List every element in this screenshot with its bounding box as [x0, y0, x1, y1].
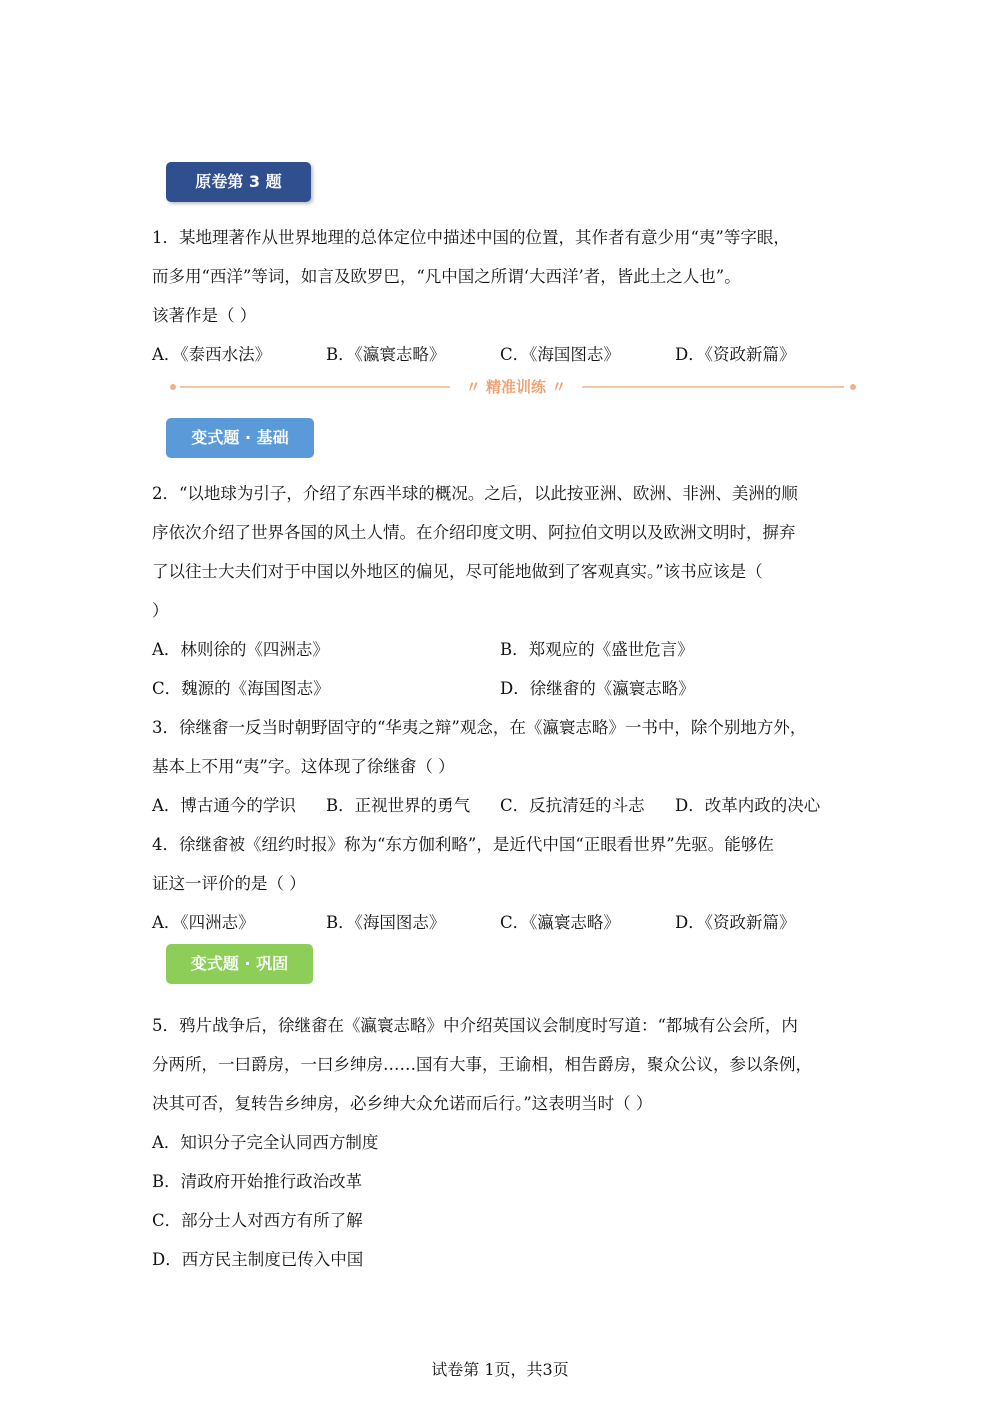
q3-option-b: B．正视世界的勇气: [326, 796, 471, 815]
q3-stem-line: 基本上不用“夷”字。这体现了徐继畬（ ）: [152, 757, 455, 776]
q5-option-c: C．部分士人对西方有所了解: [152, 1211, 363, 1230]
q2-option-c: C．魏源的《海国图志》: [152, 679, 330, 698]
variant-basic-badge: 变式题 · 基础: [166, 418, 314, 458]
q5-option-d: D．西方民主制度已传入中国: [152, 1250, 364, 1269]
q4-stem-line: 4．徐继畬被《纽约时报》称为“东方伽利略”，是近代中国“正眼看世界”先驱。能够佐: [152, 835, 774, 854]
q2-stem-line: 了以往士大夫们对于中国以外地区的偏见，尽可能地做到了客观真实。”该书应该是（: [152, 562, 763, 581]
q1-stem-line: 该著作是（ ）: [152, 306, 257, 325]
q3-option-d: D．改革内政的决心: [675, 796, 821, 815]
q2-stem-line: 序依次介绍了世界各国的风土人情。在介绍印度文明、阿拉伯文明以及欧洲文明时，摒弃: [152, 523, 796, 542]
q2-stem-line: ）: [152, 601, 169, 620]
q4-stem-line: 证这一评价的是（ ）: [152, 874, 306, 893]
q1-option-a: A．《泰西水法》: [152, 345, 272, 364]
q2-option-a: A．林则徐的《四洲志》: [152, 640, 329, 659]
divider-line-right: [582, 386, 844, 388]
divider-label: 〃 精准训练 〃: [465, 378, 567, 396]
divider-dot: [170, 384, 176, 390]
q2-option-b: B．郑观应的《盛世危言》: [500, 640, 694, 659]
original-question-badge: 原卷第 3 题: [166, 162, 311, 202]
q4-option-d: D．《资政新篇》: [675, 913, 796, 932]
q5-stem-line: 决其可否，复转告乡绅房，必乡绅大众允诺而后行。”这表明当时（ ）: [152, 1094, 653, 1113]
double-slash-icon: 〃: [465, 378, 481, 396]
q1-stem-line: 而多用“西洋”等词，如言及欧罗巴，“凡中国之所谓‘大西洋’者，皆此土之人也”。: [152, 267, 741, 286]
q1-option-c: C．《海国图志》: [500, 345, 620, 364]
q5-stem-line: 分两所，一曰爵房，一曰乡绅房……国有大事，王谕相，相告爵房，聚众公议，参以条例，: [152, 1055, 812, 1074]
q4-option-b: B．《海国图志》: [326, 913, 446, 932]
q3-option-a: A．博古通今的学识: [152, 796, 296, 815]
q3-option-c: C．反抗清廷的斗志: [500, 796, 645, 815]
q5-stem-line: 5．鸦片战争后，徐继畬在《瀛寰志略》中介绍英国议会制度时写道：“都城有公会所，内: [152, 1016, 798, 1035]
section-divider: [170, 375, 860, 399]
page-footer: 试卷第 1页，共3页: [431, 1360, 569, 1379]
q4-option-c: C．《瀛寰志略》: [500, 913, 620, 932]
double-slash-icon: 〃: [551, 378, 567, 396]
q2-option-d: D．徐继畬的《瀛寰志略》: [500, 679, 695, 698]
q4-option-a: A．《四洲志》: [152, 913, 255, 932]
q1-option-b: B．《瀛寰志略》: [326, 345, 446, 364]
q2-stem-line: 2．“以地球为引子，介绍了东西半球的概况。之后，以此按亚洲、欧洲、非洲、美洲的顺: [152, 484, 798, 503]
divider-dot: [850, 384, 856, 390]
q1-stem-line: 1．某地理著作从世界地理的总体定位中描述中国的位置，其作者有意少用“夷”等字眼，: [152, 228, 790, 247]
variant-consolidate-badge: 变式题 · 巩固: [166, 944, 313, 984]
q1-option-d: D．《资政新篇》: [675, 345, 796, 364]
q5-option-b: B．清政府开始推行政治改革: [152, 1172, 363, 1191]
q5-option-a: A．知识分子完全认同西方制度: [152, 1133, 379, 1152]
q3-stem-line: 3．徐继畬一反当时朝野固守的“华夷之辩”观念，在《瀛寰志略》一书中，除个别地方外，: [152, 718, 807, 737]
divider-line-left: [180, 386, 450, 388]
